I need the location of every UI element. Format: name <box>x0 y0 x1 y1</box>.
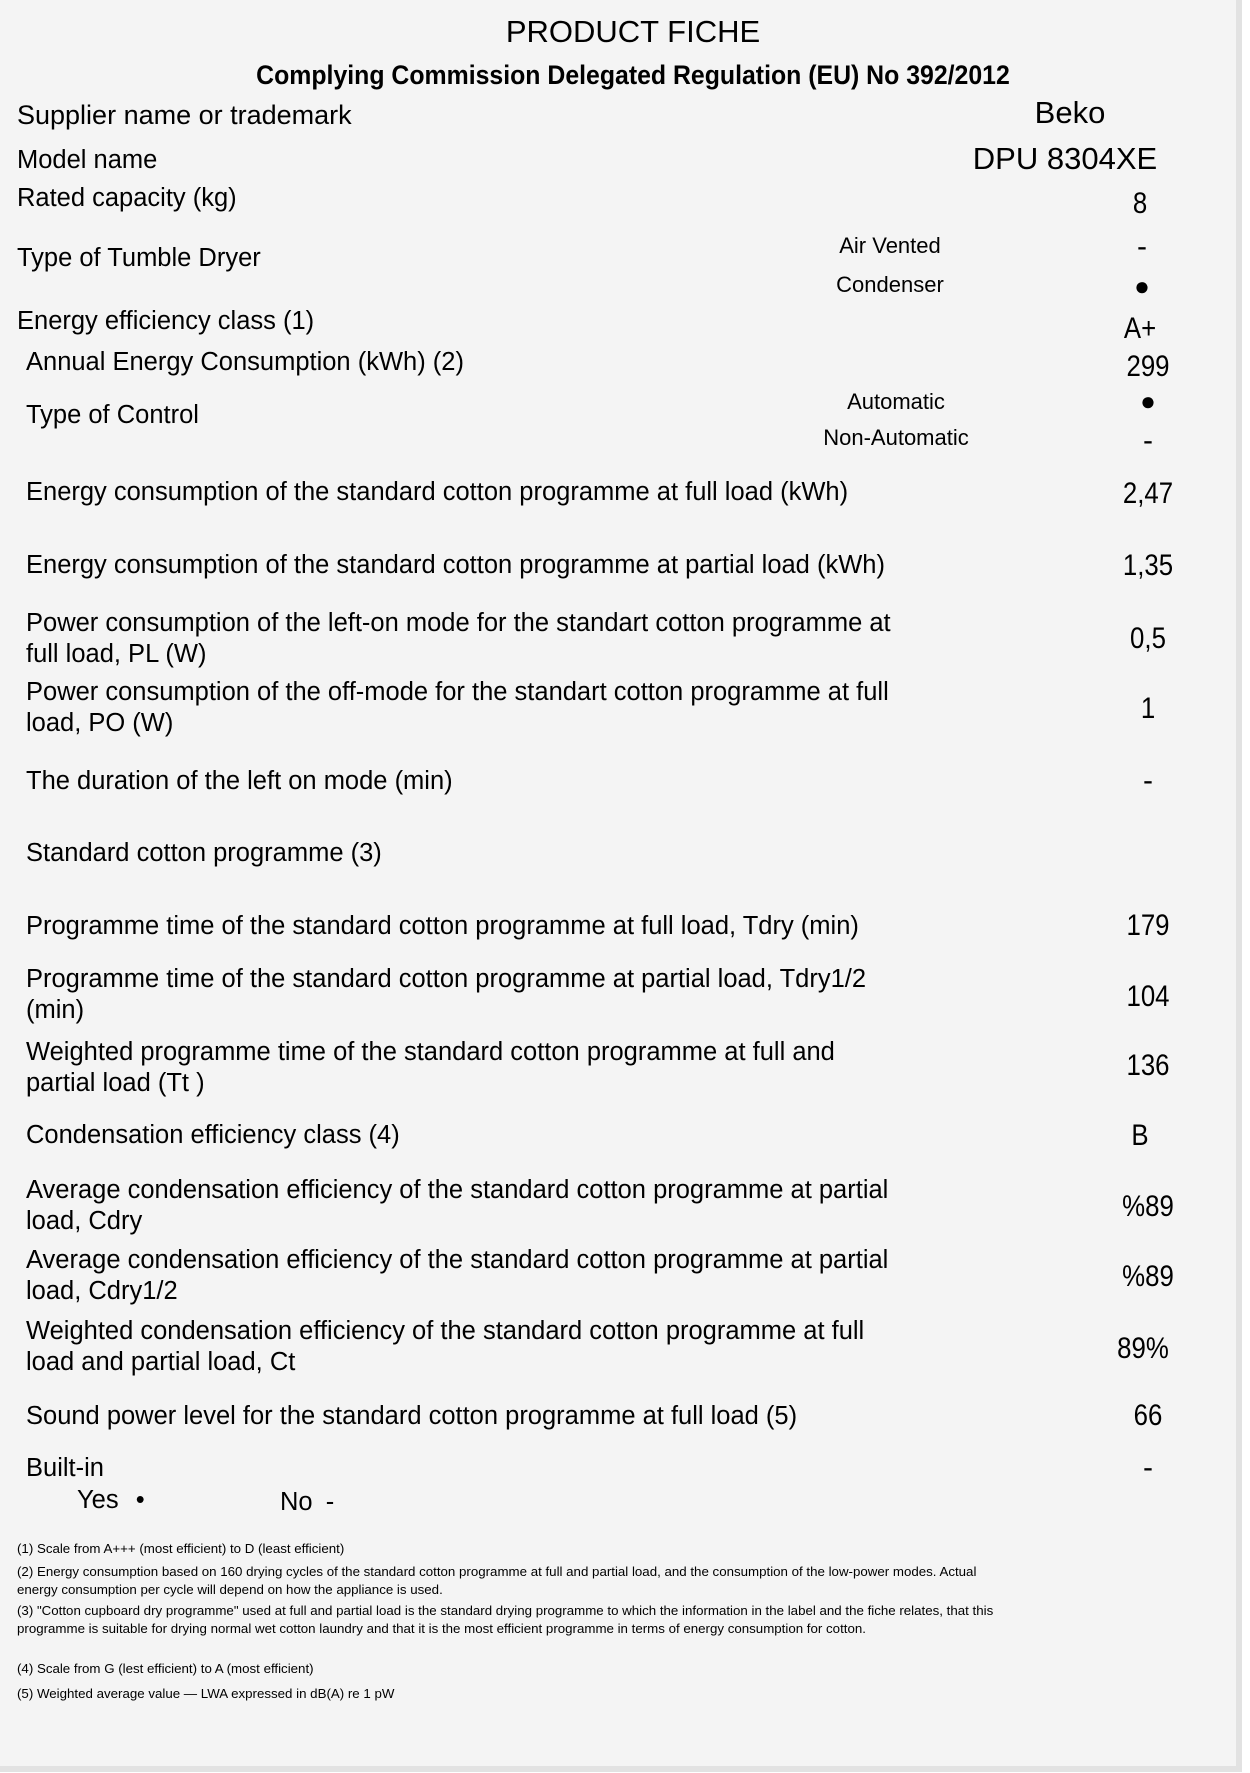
cond-full-value: %89 <box>1122 1190 1174 1223</box>
annual-energy-value: 299 <box>1126 350 1170 383</box>
footnote-5: (5) Weighted average value — LWA expressed in dB(A) re 1 pW <box>17 1686 395 1701</box>
page-title: PRODUCT FICHE <box>505 14 761 49</box>
footnote-2: (2) Energy consumption based on 160 drying cycles of the standard cotton programme at full and partial load, and the consumption of the low-power modes. Actual energy consumption per cycle will depend on how the appliance is used. <box>17 1564 977 1597</box>
dryer-type-label: Type of Tumble Dryer <box>17 244 261 272</box>
sound-label: Sound power level for the standard cotton programme at full load (5) <box>26 1402 798 1430</box>
supplier-label: Supplier name or trademark <box>17 100 352 130</box>
left-on-duration-label: The duration of the left on mode (min) <box>26 767 453 795</box>
time-full-label: Programme time of the standard cotton programme at full load, Tdry (min) <box>26 912 859 940</box>
capacity-value: 8 <box>1132 187 1148 220</box>
time-full-value: 179 <box>1126 909 1170 942</box>
cond-partial-label-line1: Average condensation efficiency of the standard cotton programme at partial <box>26 1246 889 1274</box>
standard-programme-label: Standard cotton programme (3) <box>26 839 382 867</box>
energy-class-value: A+ <box>1123 312 1157 345</box>
built-in-yes-label: Yes <box>77 1486 119 1514</box>
condensation-class-value: B <box>1131 1119 1149 1152</box>
non-automatic-label: Non-Automatic <box>823 425 969 450</box>
built-in-no <box>280 1488 334 1517</box>
energy-partial-label: Energy consumption of the standard cotton programme at partial load (kWh) <box>26 551 885 579</box>
cond-weighted-value: 89% <box>1117 1332 1169 1365</box>
footnote-1: (1) Scale from A+++ (most efficient) to D (least efficient) <box>17 1541 345 1556</box>
cond-full-label-line2: load, Cdry <box>26 1207 143 1235</box>
built-in-label: Built-in <box>26 1454 104 1482</box>
energy-full-value: 2,47 <box>1122 477 1174 510</box>
condenser-value: ● <box>1134 271 1150 301</box>
footnote-4: (4) Scale from G (lest efficient) to A (most efficient) <box>17 1661 314 1676</box>
built-in-no-mark: - <box>325 1488 335 1516</box>
off-power-label-line1: Power consumption of the off-mode for the standart cotton programme at full <box>26 678 889 706</box>
model-value: DPU 8304XE <box>972 141 1158 176</box>
left-on-power-label-line1: Power consumption of the left-on mode for the standart cotton programme at <box>26 609 891 637</box>
off-power-label-line2: load, PO (W) <box>26 709 174 737</box>
annual-energy-label: Annual Energy Consumption (kWh) (2) <box>26 348 464 376</box>
non-automatic-value: - <box>1143 424 1153 457</box>
condensation-class-label: Condensation efficiency class (4) <box>26 1121 400 1149</box>
footnote-3: (3) "Cotton cupboard dry programme" used at full and partial load is the standard drying programme to which the information in the label and the fiche relates, that this programme is suitable for drying normal wet cotton laundry and that it is the most efficient programme in terms of energy consumption for cotton. <box>17 1603 994 1636</box>
energy-partial-value: 1,35 <box>1122 549 1174 582</box>
cond-partial-value: %89 <box>1122 1260 1174 1293</box>
time-weighted-label-line2: partial load (Tt ) <box>26 1069 205 1097</box>
cond-weighted-label-line2: load and partial load, Ct <box>26 1348 296 1376</box>
built-in-yes-mark: • <box>135 1486 145 1514</box>
cond-full-label-line1: Average condensation efficiency of the standard cotton programme at partial <box>26 1176 889 1204</box>
capacity-label: Rated capacity (kg) <box>17 184 237 212</box>
built-in-yes <box>77 1486 145 1515</box>
built-in-no-label: No <box>280 1488 313 1516</box>
built-in-value: - <box>1143 1451 1153 1484</box>
air-vented-label: Air Vented <box>839 233 941 258</box>
time-partial-label-line2: (min) <box>26 996 85 1024</box>
condenser-label: Condenser <box>836 272 944 297</box>
page-subtitle: Complying Commission Delegated Regulation (EU) No 392/2012 <box>256 60 1010 90</box>
energy-full-label: Energy consumption of the standard cotton programme at full load (kWh) <box>26 478 849 506</box>
time-weighted-value: 136 <box>1126 1049 1170 1082</box>
cond-partial-label-line2: load, Cdry1/2 <box>26 1277 178 1305</box>
energy-class-label: Energy efficiency class (1) <box>17 307 315 335</box>
automatic-label: Automatic <box>847 389 945 414</box>
air-vented-value: - <box>1137 230 1147 263</box>
sound-value: 66 <box>1133 1399 1163 1432</box>
left-on-duration-value: - <box>1143 764 1153 797</box>
automatic-value: ● <box>1140 386 1156 416</box>
off-power-value: 1 <box>1140 692 1156 725</box>
left-on-power-label-line2: full load, PL (W) <box>26 640 207 668</box>
control-type-label: Type of Control <box>26 401 199 429</box>
time-partial-value: 104 <box>1126 980 1170 1013</box>
time-weighted-label-line1: Weighted programme time of the standard cotton programme at full and <box>26 1038 835 1066</box>
model-label: Model name <box>17 146 158 174</box>
supplier-value: Beko <box>1034 95 1106 130</box>
time-partial-label-line1: Programme time of the standard cotton programme at partial load, Tdry1/2 <box>26 965 867 993</box>
cond-weighted-label-line1: Weighted condensation efficiency of the standard cotton programme at full <box>26 1317 865 1345</box>
left-on-power-value: 0,5 <box>1130 622 1166 655</box>
